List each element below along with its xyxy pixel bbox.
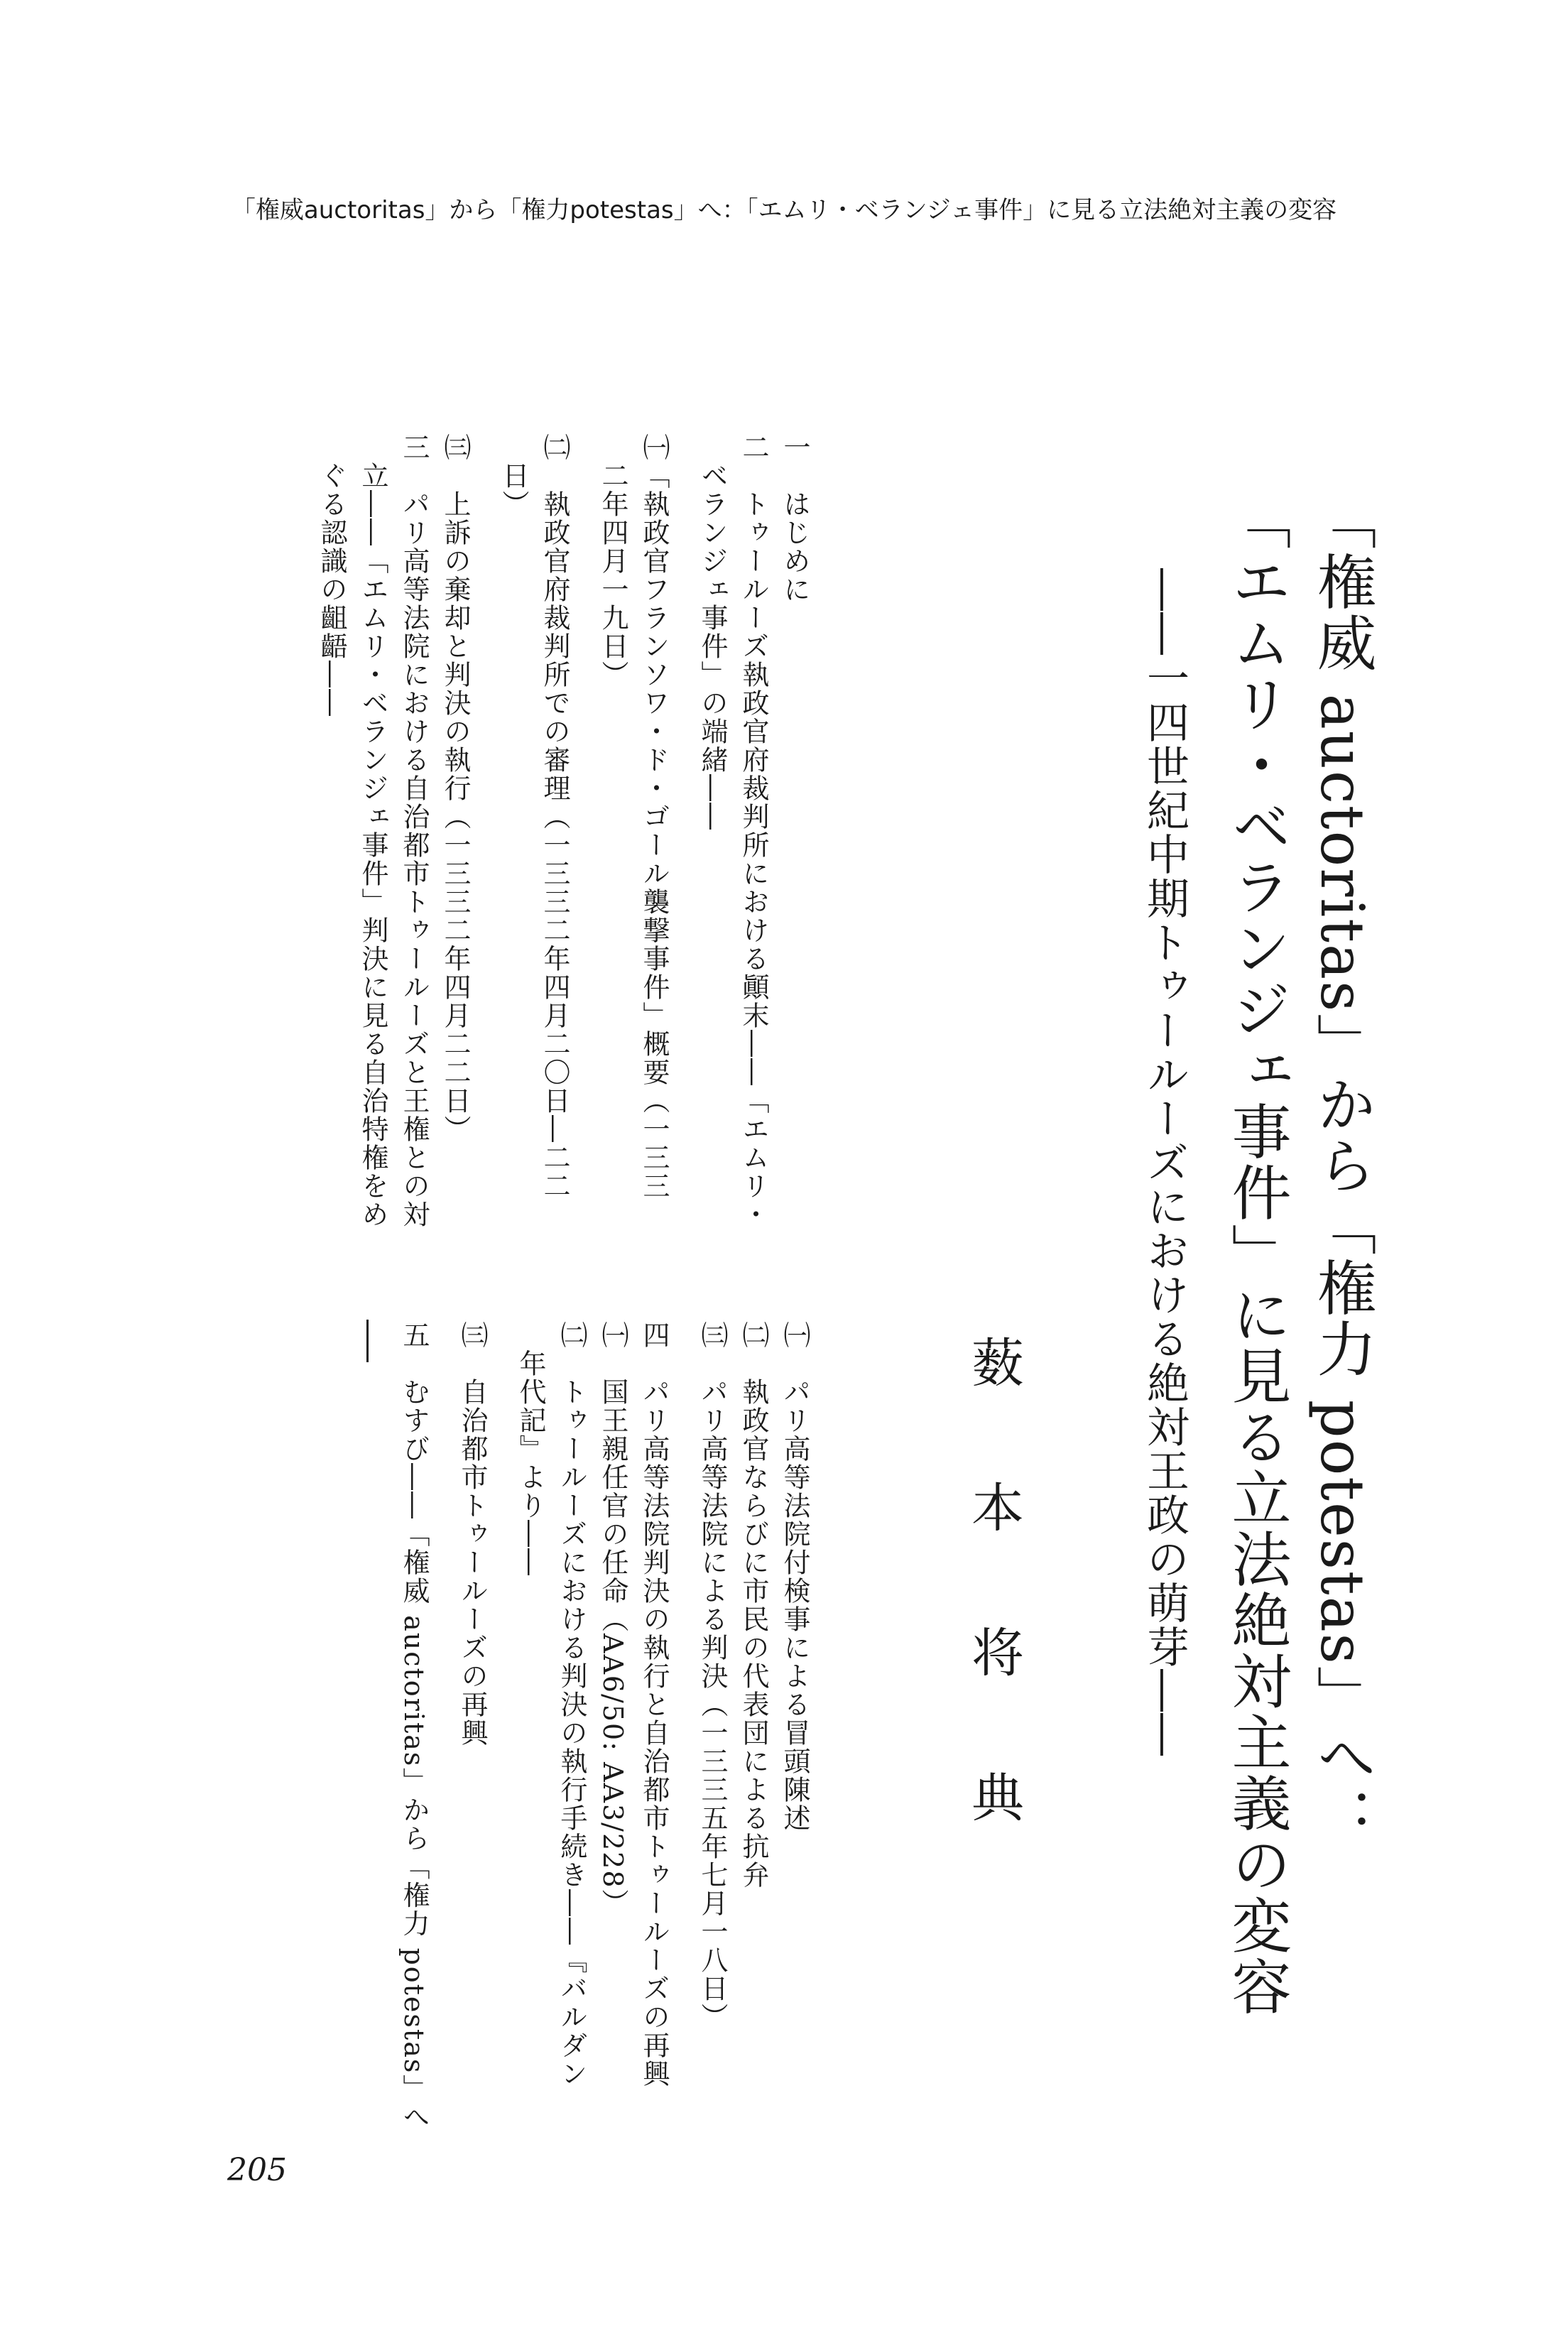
toc-left-8: 三 パリ高等法院における自治都市トゥールーズと王権との対 (398, 433, 430, 1229)
article-title-line1: 「権威 auctoritas」から「権力 potestas」へ： (1307, 490, 1377, 1849)
toc-left-2: ベランジェ事件」の端緒―― (697, 433, 728, 831)
toc-right-4: ㈠ 国王親任官の任命（AA6/50: AA3/228） (597, 1321, 628, 1918)
running-header: 「権威auctoritas」から「権力potestas」へ：「エムリ・ベランジェ事件」に見る立法絶対主義の変容 (231, 196, 1337, 224)
toc-right-6: 年代記』より―― (515, 1321, 546, 1577)
page-number: 205 (227, 2152, 287, 2188)
toc-left-6: 日） (498, 433, 529, 518)
article-title-line2: 「エムリ・ベランジェ事件」に見る立法絶対主義の変容 (1222, 490, 1292, 2017)
toc-left-9: 立――「エムリ・ベランジェ事件」判決に見る自治特権をめ (357, 433, 388, 1229)
toc-right-1: ㈡ 執政官ならびに市民の代表団による抗弁 (738, 1321, 769, 1889)
toc-right-7: ㈢ 自治都市トゥールーズの再興 (457, 1321, 488, 1747)
toc-right-8: 五 むすび――「権威 auctoritas」から「権力 potestas」へ (398, 1321, 430, 2131)
toc-right-5: ㈡ トゥールーズにおける判決の執行手続き――『バルダン (556, 1321, 587, 2088)
toc-divider-rule (366, 1320, 369, 1362)
toc-left-0: 一 はじめに (779, 433, 810, 604)
author-name: 薮本将典 (963, 1335, 1024, 1915)
toc-left-1: 二 トゥールーズ執政官府裁判所における顚末――「エムリ・ (738, 433, 769, 1229)
toc-left-3: ㈠「執政官フランソワ・ド・ゴール襲撃事件」概要（一三三 (638, 433, 670, 1200)
toc-left-5: ㈡ 執政官府裁判所での審理（一三三二年四月二〇日―二二 (539, 433, 570, 1200)
article-subtitle: ――一四世紀中期トゥールーズにおける絶対王政の萌芽―― (1140, 568, 1189, 1757)
toc-right-3: 四 パリ高等法院判決の執行と自治都市トゥールーズの再興 (638, 1321, 670, 2088)
toc-left-10: ぐる認識の齟齬―― (316, 433, 347, 717)
toc-left-7: ㈢ 上訴の棄却と判決の執行（一三三二年四月二二日） (440, 433, 471, 1143)
toc-right-0: ㈠ パリ高等法院付検事による冒頭陳述 (779, 1321, 810, 1832)
toc-right-2: ㈢ パリ高等法院による判決（一三三五年七月一八日） (697, 1321, 728, 2031)
toc-left-4: 二年四月一九日） (597, 433, 628, 689)
